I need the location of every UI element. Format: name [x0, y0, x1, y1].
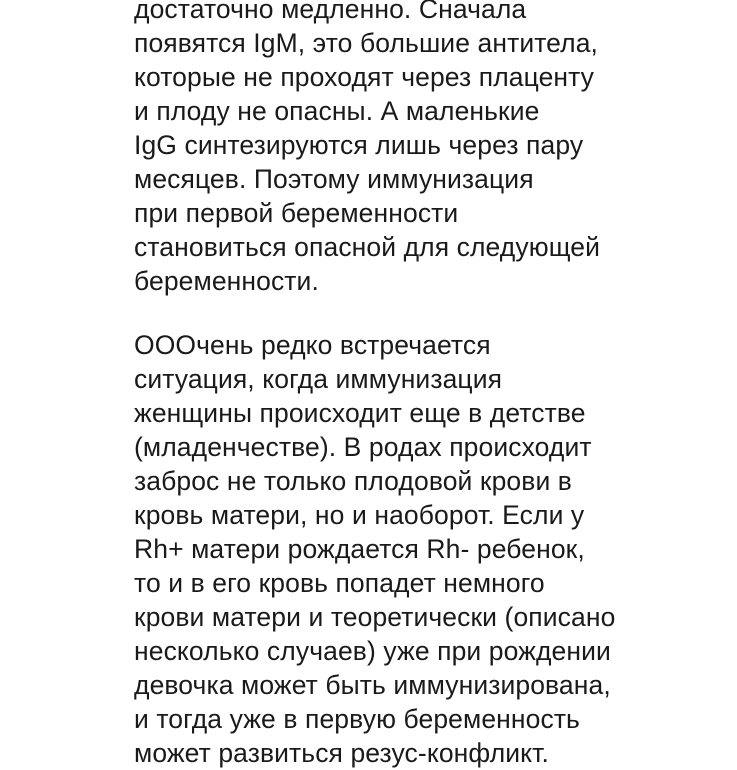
text-line: и плоду не опасны. А маленькие [134, 96, 540, 126]
text-line: девочка может быть иммунизирована, [134, 670, 611, 700]
text-line: ОООчень редко встречается [134, 330, 491, 360]
text-line: может развиться резус-конфликт. [134, 738, 549, 768]
text-line: которые не проходят через плаценту [134, 62, 595, 92]
text-line: кровь матери, но и наоборот. Если у [134, 500, 585, 530]
text-line: и тогда уже в первую беременность [134, 704, 580, 734]
text-line: IgG синтезируются лишь через пару [134, 130, 584, 160]
text-line: достаточно медленно. Сначала [134, 0, 527, 24]
text-line: то и в его кровь попадет немного [134, 568, 545, 598]
text-line: несколько случаев) уже при рождении [134, 636, 611, 666]
text-line: женщины происходит еще в детстве [134, 398, 586, 428]
text-line: крови матери и теоретически (описано [134, 602, 616, 632]
text-line: появятся IgM, это большие антитела, [134, 28, 598, 58]
text-line: при первой беременности [134, 198, 459, 228]
text-line: месяцев. Поэтому иммунизация [134, 164, 534, 194]
paragraph-childhood-immunization [134, 328, 734, 770]
paragraph-immunization-timing [134, 0, 734, 298]
text-line: ситуация, когда иммунизация [134, 364, 503, 394]
text-line: становиться опасной для следующей [134, 232, 601, 262]
text-line: беременности. [134, 266, 319, 296]
text-line: заброс не только плодовой крови в [134, 466, 572, 496]
text-line: Rh+ матери рождается Rh- ребенок, [134, 534, 585, 564]
text-line: (младенчестве). В родах происходит [134, 432, 592, 462]
